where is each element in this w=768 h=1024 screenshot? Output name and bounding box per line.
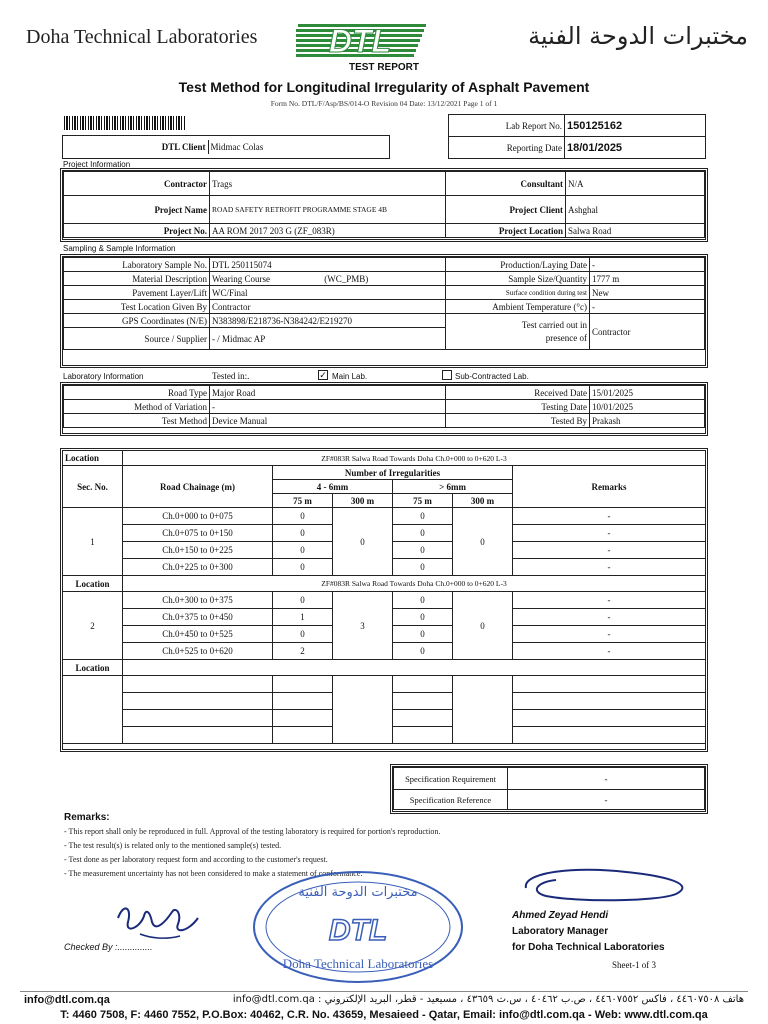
carried-label-line1: Test carried out in	[521, 319, 587, 330]
section-number-empty	[63, 676, 123, 744]
reporting-date-value: 18/01/2025	[565, 137, 706, 159]
source-label: Source / Supplier	[64, 328, 210, 350]
surface-value: New	[590, 286, 705, 300]
consultant-value: N/A	[566, 172, 705, 196]
footer-email[interactable]: info@dtl.com.qa	[24, 994, 110, 1006]
remark-cell: -	[513, 508, 706, 525]
lab-report-value: 150125162	[565, 115, 706, 137]
company-name-en: Doha Technical Laboratories	[26, 26, 258, 48]
logo-text: DTL	[328, 23, 392, 59]
carried-value: Contractor	[590, 314, 705, 350]
count-gt6-75: 0	[393, 592, 453, 609]
chainage-cell: Ch.0+525 to 0+620	[123, 643, 273, 660]
project-no-label: Project No.	[64, 224, 210, 238]
empty-cell	[123, 710, 273, 727]
count-4-6-75: 0	[273, 559, 333, 576]
empty-cell	[393, 693, 453, 710]
irregularities-header: Number of Irregularities	[273, 466, 513, 480]
remark-cell: -	[513, 525, 706, 542]
empty-cell	[513, 693, 706, 710]
project-name-value: ROAD SAFETY RETROFIT PROGRAMME STAGE 4B	[210, 196, 446, 224]
remark-cell: -	[513, 626, 706, 643]
source-value: - / Midmac AP	[210, 328, 446, 350]
received-value: 15/01/2025	[590, 386, 705, 400]
project-client-value: Ashghal	[566, 196, 705, 224]
test-location-label: Test Location Given By	[64, 300, 210, 314]
location-label-3: Location	[63, 660, 123, 676]
test-method-value: Device Manual	[210, 414, 446, 428]
count-gt6-75: 0	[393, 559, 453, 576]
sampling-section-label: Sampling & Sample Information	[63, 244, 176, 253]
range1-75-header: 75 m	[273, 494, 333, 508]
variation-value: -	[210, 400, 446, 414]
surface-label: Surface condition during test	[446, 286, 590, 300]
chainage-cell: Ch.0+000 to 0+075	[123, 508, 273, 525]
location-value-1: ZF#083R Salwa Road Towards Doha Ch.0+000 to 0+620 L-3	[123, 451, 706, 466]
ambient-value: -	[590, 300, 705, 314]
count-4-6-75: 0	[273, 592, 333, 609]
location-label-1: Location	[63, 451, 123, 466]
range1-header: 4 - 6mm	[273, 480, 393, 494]
results-table	[62, 450, 706, 744]
empty-cell	[273, 727, 333, 744]
empty-cell	[513, 710, 706, 727]
remark-cell: -	[513, 559, 706, 576]
sheet-number: Sheet-1 of 3	[612, 960, 656, 970]
signer-org: for Doha Technical Laboratories	[512, 942, 665, 953]
road-type-label: Road Type	[64, 386, 210, 400]
checked-by: Checked By :..............	[64, 942, 153, 952]
spec-reference-value: -	[508, 790, 705, 810]
test-location-value: Contractor	[210, 300, 446, 314]
signer-name: Ahmed Zeyad Hendi	[512, 910, 609, 921]
report-label: TEST REPORT	[348, 62, 419, 73]
count-gt6-75: 0	[393, 626, 453, 643]
count-4-6-75: 0	[273, 508, 333, 525]
project-location-value: Salwa Road	[566, 224, 705, 238]
sec-no-header: Sec. No.	[63, 466, 123, 508]
stamp-arabic-text: مختبرات الدوحة الفنية	[298, 885, 418, 900]
spec-requirement-label: Specification Requirement	[394, 768, 508, 790]
test-method-label: Test Method	[64, 414, 210, 428]
empty-cell	[273, 676, 333, 693]
consultant-label: Consultant	[446, 172, 566, 196]
tested-by-label: Tested By	[446, 414, 590, 428]
section-number: 2	[63, 592, 123, 660]
count-gt6-75: 0	[393, 643, 453, 660]
main-lab-checkbox[interactable]: ✓	[319, 370, 327, 380]
layer-value: WC/Final	[210, 286, 446, 300]
chainage-cell: Ch.0+450 to 0+525	[123, 626, 273, 643]
material-value: Wearing Course	[212, 273, 271, 284]
stamp-english-text: Doha Technical Laboratories	[282, 956, 434, 971]
lab-report-label: Lab Report No.	[449, 115, 565, 137]
range2-75-header: 75 m	[393, 494, 453, 508]
empty-cell	[393, 676, 453, 693]
chainage-cell: Ch.0+150 to 0+225	[123, 542, 273, 559]
remark-line: - Test done as per laboratory request form and according to the customer's request.	[64, 855, 328, 864]
project-no-value: AA ROM 2017 203 G (ZF_083R)	[210, 224, 446, 238]
client-label: DTL Client	[161, 142, 206, 152]
count-gt6-75: 0	[393, 609, 453, 626]
production-date-label: Production/Laying Date	[446, 258, 590, 272]
empty-cell	[273, 710, 333, 727]
count-4-6-300: 3	[333, 592, 393, 660]
received-label: Received Date	[446, 386, 590, 400]
range1-300-header: 300 m	[333, 494, 393, 508]
count-4-6-75: 0	[273, 542, 333, 559]
empty-cell	[393, 710, 453, 727]
footer-arabic: هاتف ٤٤٦٠٧٥٠٨ ، فاكس ٤٤٦٠٧٥٥٢ ، ص.ب ٤٠٤٦٢ ، س.ت ٤٣٦٥٩ ، مسيعيد - قطر، البريد الإلكتروني : info@dtl.com.qa	[232, 994, 744, 1005]
road-type-value: Major Road	[210, 386, 446, 400]
chainage-header: Road Chainage (m)	[123, 466, 273, 508]
lab-sample-value: DTL 250115074	[210, 258, 446, 272]
spec-reference-label: Specification Reference	[394, 790, 508, 810]
form-number: Form No. DTL/F/Asp/BS/014-O Revision 04 Date: 13/12/2021 Page 1 of 1	[270, 99, 498, 108]
dtl-logo	[296, 20, 428, 62]
barcode	[64, 116, 186, 130]
tested-by-value: Prakash	[590, 414, 705, 428]
count-gt6-75: 0	[393, 525, 453, 542]
remark-line: - The measurement uncertainty has not been considered to make a statement of conformance.	[64, 869, 363, 878]
remark-line: - This report shall only be reproduced in full. Approval of the testing laboratory is required for portion's reproduction.	[64, 827, 441, 836]
material-cell	[210, 272, 446, 286]
contractor-value: Trags	[210, 172, 446, 196]
remark-line: - The test result(s) is related only to the mentioned sample(s) tested.	[64, 841, 282, 850]
chainage-cell: Ch.0+375 to 0+450	[123, 609, 273, 626]
manager-signature	[516, 862, 706, 910]
empty-cell	[123, 727, 273, 744]
project-location-label: Project Location	[446, 224, 566, 238]
empty-cell	[273, 693, 333, 710]
layer-label: Pavement Layer/Lift	[64, 286, 210, 300]
carried-label-line2: presence of	[545, 332, 587, 343]
count-gt6-75: 0	[393, 508, 453, 525]
reporting-date-label: Reporting Date	[449, 137, 565, 159]
carried-label	[446, 314, 590, 350]
empty-cell	[333, 676, 393, 744]
count-gt6-300: 0	[453, 592, 513, 660]
stamp-logo-text: DTL	[328, 914, 388, 947]
material-code: (WC_PMB)	[324, 273, 369, 284]
footer-contact: T: 4460 7508, F: 4460 7552, P.O.Box: 40462, C.R. No. 43659, Mesaieed - Qatar, Email: info@dtl.com.qa - Web: www.dtl.com.qa	[60, 1009, 708, 1021]
main-lab-label: Main Lab.	[332, 372, 368, 381]
range2-header: > 6mm	[393, 480, 513, 494]
project-section-label: Project Information	[63, 160, 131, 169]
lab-stamp	[250, 868, 466, 986]
count-4-6-300: 0	[333, 508, 393, 576]
count-4-6-75: 0	[273, 626, 333, 643]
testing-date-value: 10/01/2025	[590, 400, 705, 414]
sub-lab-checkbox[interactable]	[442, 370, 452, 380]
count-gt6-75: 0	[393, 542, 453, 559]
testing-date-label: Testing Date	[446, 400, 590, 414]
material-label: Material Description	[64, 272, 210, 286]
sub-lab-label: Sub-Contracted Lab.	[455, 372, 529, 381]
remarks-header: Remarks	[513, 466, 706, 508]
chainage-cell: Ch.0+075 to 0+150	[123, 525, 273, 542]
remark-cell: -	[513, 609, 706, 626]
checker-signature	[110, 888, 210, 950]
sample-size-label: Sample Size/Quantity	[446, 272, 590, 286]
count-4-6-75: 1	[273, 609, 333, 626]
remark-cell: -	[513, 592, 706, 609]
ambient-label: Ambient Temperature (°c)	[446, 300, 590, 314]
chainage-cell: Ch.0+225 to 0+300	[123, 559, 273, 576]
gps-value: N383898/E218736-N384242/E219270	[210, 314, 446, 328]
remark-cell: -	[513, 643, 706, 660]
empty-cell	[513, 676, 706, 693]
project-name-label: Project Name	[64, 196, 210, 224]
location-value-2: ZF#083R Salwa Road Towards Doha Ch.0+000 to 0+620 L-3	[123, 576, 706, 592]
variation-label: Method of Variation	[64, 400, 210, 414]
client-value: Midmac Colas	[208, 140, 390, 154]
lab-section-label: Laboratory Information	[63, 372, 144, 381]
location-value-3	[123, 660, 706, 676]
empty-cell	[123, 676, 273, 693]
empty-cell	[453, 676, 513, 744]
company-name-ar: مختبرات الدوحة الفنية	[528, 22, 748, 50]
empty-cell	[123, 693, 273, 710]
count-4-6-75: 2	[273, 643, 333, 660]
production-date-value: -	[590, 258, 705, 272]
location-label-2: Location	[63, 576, 123, 592]
contractor-label: Contractor	[64, 172, 210, 196]
project-client-label: Project Client	[446, 196, 566, 224]
empty-cell	[513, 727, 706, 744]
count-4-6-75: 0	[273, 525, 333, 542]
signer-title: Laboratory Manager	[512, 926, 609, 937]
chainage-cell: Ch.0+300 to 0+375	[123, 592, 273, 609]
sample-size-value: 1777 m	[590, 272, 705, 286]
footer-divider	[20, 991, 748, 992]
remark-cell: -	[513, 542, 706, 559]
empty-cell	[393, 727, 453, 744]
remarks-title: Remarks:	[64, 812, 110, 823]
count-gt6-300: 0	[453, 508, 513, 576]
spec-requirement-value: -	[508, 768, 705, 790]
document-title: Test Method for Longitudinal Irregularity of Asphalt Pavement	[178, 79, 590, 95]
gps-label: GPS Coordinates (N/E)	[64, 314, 210, 328]
range2-300-header: 300 m	[453, 494, 513, 508]
tested-in-label: Tested in:.	[212, 371, 250, 381]
lab-sample-label: Laboratory Sample No.	[64, 258, 210, 272]
section-number: 1	[63, 508, 123, 576]
